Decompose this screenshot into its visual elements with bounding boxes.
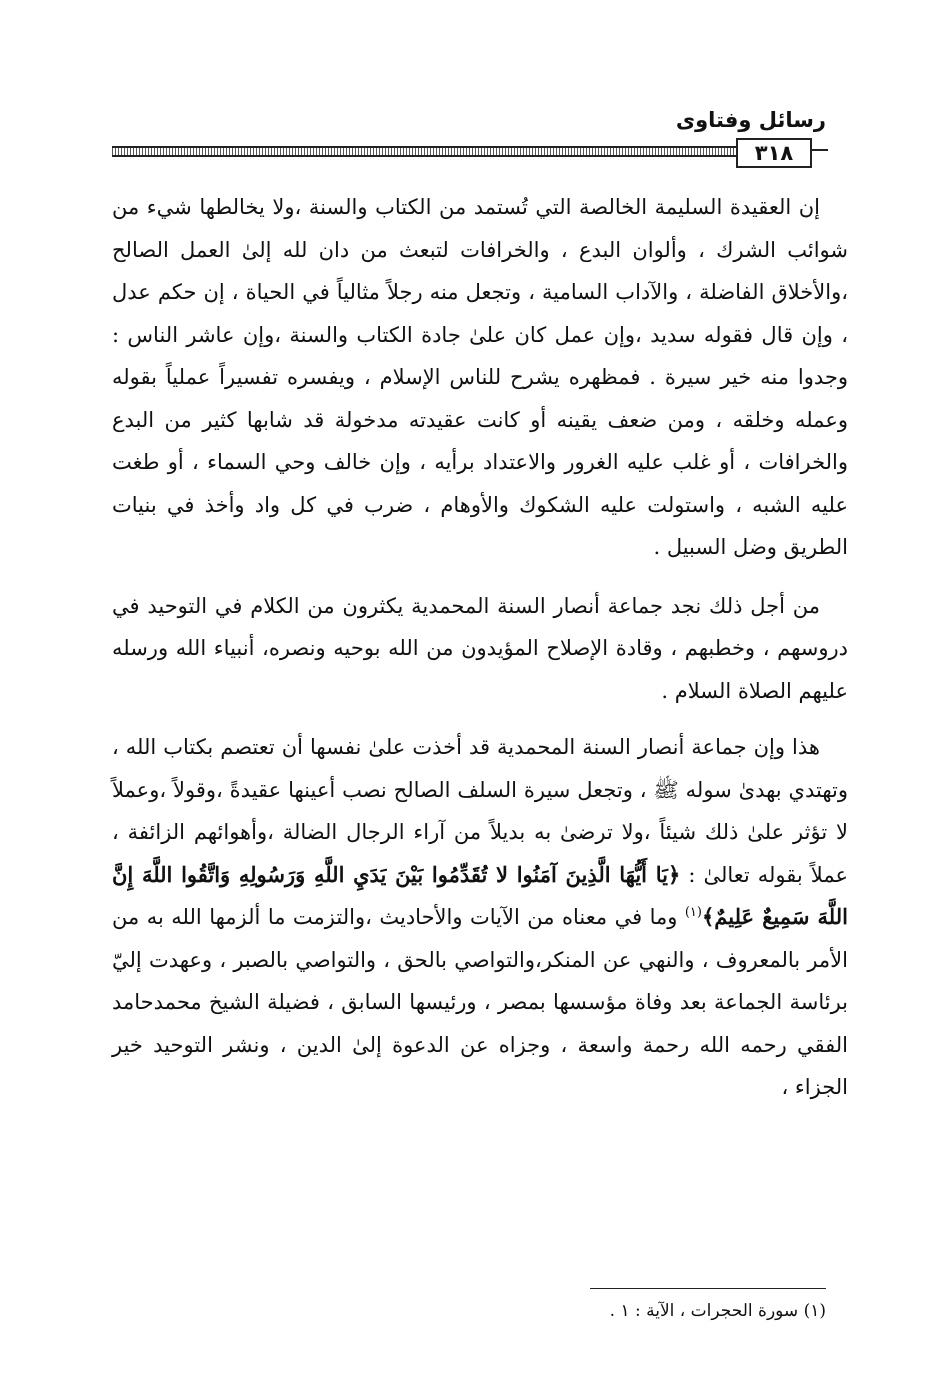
header-rule-tail — [812, 149, 828, 151]
footnote-separator — [590, 1288, 826, 1289]
paragraph-3-intro: هذا وإن جماعة أنصار السنة المحمدية قد أخذت علىٰ نفسها أن تعتصم بكتاب الله ، وتهتدي بهدىٰ سوله ﷺ ، وتجعل سيرة السلف الصالح نصب أعينها عقيدةً ،وقولاً ،وعملاً لا تؤثر علىٰ ذلك شيئاً ،ولا ترضىٰ به بديلاً من آراء الرجال الضالة ،وأهوائهم الزائفة ، عملاً بقوله تعالىٰ : — [112, 735, 848, 887]
running-title: رسائل وفتاوى — [675, 108, 826, 132]
quran-verse: ﴿يَا أَيُّهَا الَّذِينَ آمَنُوا لا تُقَدِّمُوا بَيْنَ يَدَيِ اللَّهِ وَرَسُولِهِ وَاتَّقُوا اللَّهَ إِنَّ اللَّهَ سَمِيعٌ عَلِيمٌ﴾ — [112, 861, 848, 929]
footnote: (١) سورة الحجرات ، الآية : ١ . — [609, 1301, 826, 1321]
header-rule-line — [112, 146, 738, 157]
paragraph-2: من أجل ذلك نجد جماعة أنصار السنة المحمدية يكثرون من الكلام في التوحيد في دروسهم ، وخطبهم ، وقادة الإصلاح المؤيدون من الله بوحيه ونصره، أنبياء الله ورسله عليهم الصلاة السلام . — [112, 593, 848, 703]
paragraph-3-rest: وما في معناه من الآيات والأحاديث ،والتزمت ما ألزمها الله به من الأمر بالمعروف ، والنهي عن المنكر،والتواصي بالحق ، والتواصي بالصبر ، وعهدت إليّ برئاسة الجماعة بعد وفاة مؤسسها بمصر ، ورئيسها السابق ، فضيلة الشيخ محمدحامد الفقي رحمه الله رحمة واسعة ، وجزاه عن الدعوة إلىٰ الدين ، ونشر التوحيد خير الجزاء ، — [112, 905, 848, 1099]
body-text — [112, 186, 848, 1123]
page-number: ٣١٨ — [736, 138, 812, 168]
footnote-marker: (١) — [684, 905, 702, 920]
paragraph-3 — [112, 726, 848, 1109]
header-rule — [112, 138, 828, 168]
paragraph-1: إن العقيدة السليمة الخالصة التي تُستمد من الكتاب والسنة ،ولا يخالطها شيء من شوائب الشرك ، وألوان البدع ، والخرافات لتبعث من دان لله إلىٰ العمل الصالح ،والأخلاق الفاضلة ، والآداب السامية ، وتجعل منه رجلاً مثالياً في الحياة ، إن حكم عدل ، وإن قال فقوله سديد ،وإن عمل كان علىٰ جادة الكتاب والسنة ،وإن عاشر الناس : وجدوا منه خير سيرة . فمظهره يشرح للناس الإسلام ، ويفسره تفسيراً عملياً بقوله وعمله وخلقه ، ومن ضعف يقينه أو كانت عقيدته مدخولة قد شابها كثير من البدع والخرافات ، أو غلب عليه الغرور والاعتداد برأيه ، وإن خالف وحي السماء ، أو طغت عليه الشبه ، واستولت عليه الشكوك والأوهام ، ضرب في كل واد وأخذ في بنيات الطريق وضل السبيل . — [112, 195, 848, 559]
